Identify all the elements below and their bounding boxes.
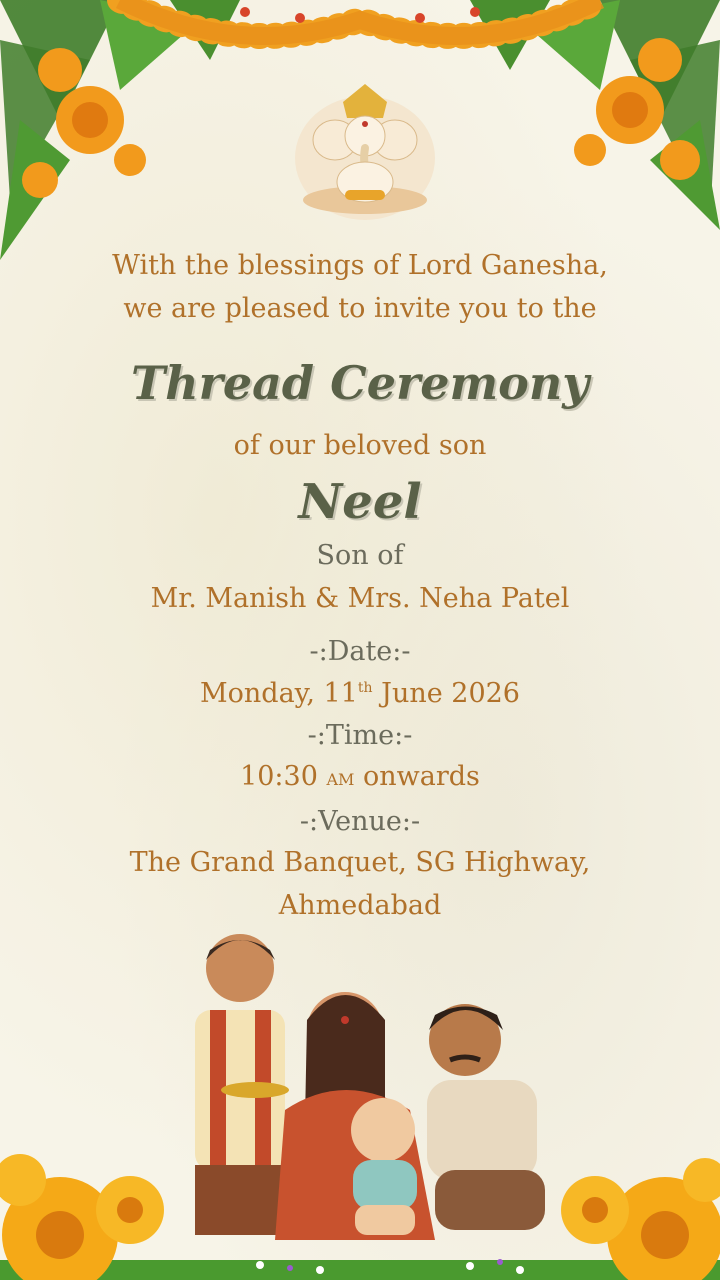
son-of-label: Son of	[316, 540, 404, 571]
blessing-line-2: we are pleased to invite you to the	[123, 293, 597, 324]
time-onwards: onwards	[363, 761, 480, 792]
parents-names: Mr. Manish & Mrs. Neha Patel	[150, 583, 570, 614]
date-value	[0, 678, 720, 709]
date-label: -:Date:-	[309, 636, 411, 667]
sunflowers-bottom	[0, 1140, 720, 1280]
beloved-son-line: of our beloved son	[233, 430, 487, 461]
venue-line-1: The Grand Banquet, SG Highway,	[129, 847, 591, 878]
ganesha-illustration	[285, 78, 445, 228]
time-ampm: AM	[326, 770, 355, 789]
time-number: 10:30	[240, 761, 318, 792]
date-ordinal: th	[357, 680, 373, 696]
event-title: Thread Ceremony	[130, 356, 590, 410]
date-prefix: Monday, 11	[200, 678, 358, 709]
son-name: Neel	[298, 474, 422, 530]
date-rest: June 2026	[372, 678, 520, 709]
venue-label: -:Venue:-	[299, 806, 421, 837]
time-label: -:Time:-	[307, 720, 413, 751]
time-value	[0, 761, 720, 792]
blessing-line-1: With the blessings of Lord Ganesha,	[112, 250, 608, 281]
venue-line-2: Ahmedabad	[278, 890, 442, 921]
